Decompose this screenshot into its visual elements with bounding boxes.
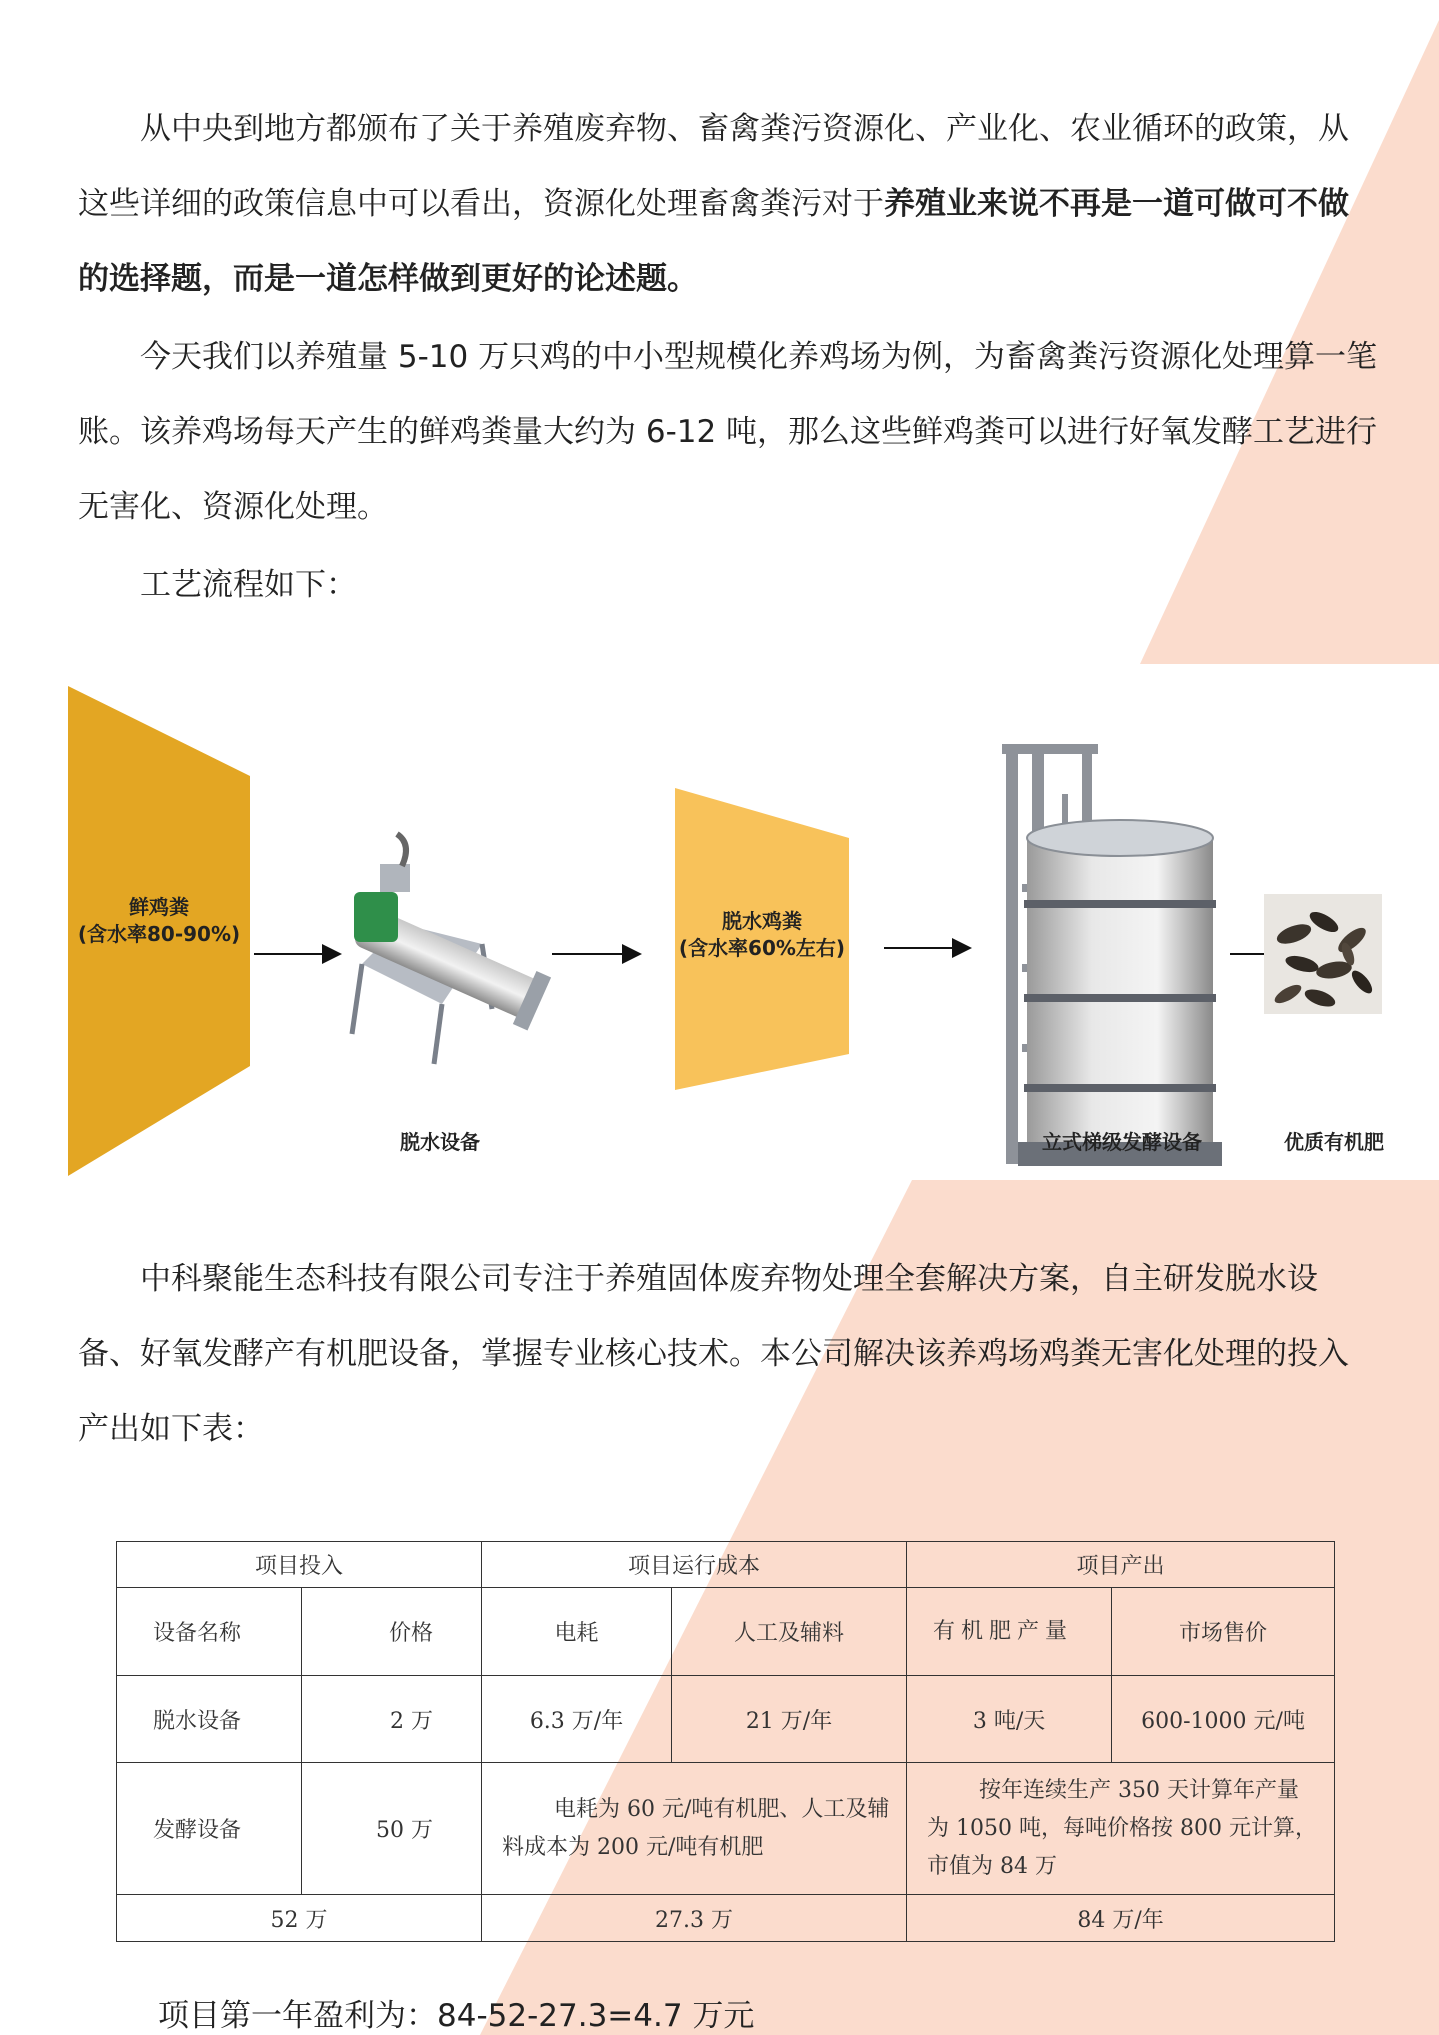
subheader-labor: 人工及辅料 [672, 1588, 907, 1676]
dewatering-machine-image [348, 834, 551, 1064]
cell-output-note: 按年连续生产 350 天计算年产量为 1050 吨，每吨价格按 800 元计算，市值为 84 万 [907, 1763, 1335, 1895]
table-group-header-row [117, 1542, 1335, 1588]
dewatering-device-label: 脱水设备 [400, 1130, 480, 1154]
organic-fertilizer-image [1264, 894, 1382, 1014]
dewatered-manure-label: 脱水鸡粪 (含水率60%左右) [678, 909, 846, 960]
intro-paragraph: 从中央到地方都颁布了关于养殖废弃物、畜禽粪污资源化、产业化、农业循环的政策，从这些详细的政策信息中可以看出，资源化处理畜禽粪污对于养殖业来说不再是一道可做可不做的选择题，而是一道怎样做到更好的论述题。 [78, 111, 1349, 297]
example-paragraph: 今天我们以养殖量 5-10 万只鸡的中小型规模化养鸡场为例，为畜禽粪污资源化处理算一笔账。该养鸡场每天产生的鲜鸡粪量大约为 6-12 吨，那么这些鲜鸡粪可以进行好氧发酵工艺进行无害化、资源化处理。 [78, 339, 1378, 525]
total-output: 84 万/年 [907, 1895, 1335, 1942]
fresh-manure-label: 鲜鸡粪 (含水率80-90%) [77, 895, 241, 946]
fermentation-tower-image [1002, 744, 1222, 1166]
subheader-price: 价格 [302, 1588, 482, 1676]
total-investment: 52 万 [117, 1895, 482, 1942]
cell-dewater-price: 2 万 [302, 1676, 482, 1763]
first-year-profit: 项目第一年盈利为：84-52-27.3=4.7 万元 [158, 1998, 755, 2034]
cell-ferment-device: 发酵设备 [117, 1763, 302, 1895]
header-investment: 项目投入 [117, 1542, 482, 1588]
company-paragraph: 中科聚能生态科技有限公司专注于养殖固体废弃物处理全套解决方案，自主研发脱水设备、好氧发酵产有机肥设备，掌握专业核心技术。本公司解决该养鸡场鸡粪无害化处理的投入产出如下表： [78, 1261, 1349, 1447]
header-output: 项目产出 [907, 1542, 1335, 1588]
table-total-row [117, 1895, 1335, 1942]
cell-daily-output: 3 吨/天 [907, 1676, 1112, 1763]
table-row [117, 1763, 1335, 1895]
process-flow-diagram [62, 664, 1400, 1180]
cell-dewater-device: 脱水设备 [117, 1676, 302, 1763]
fermentation-device-label: 立式梯级发酵设备 [1042, 1130, 1202, 1154]
cell-ferment-price: 50 万 [302, 1763, 482, 1895]
subheader-fertilizer-output: 有机肥产量 [907, 1588, 1112, 1676]
subheader-electricity: 电耗 [482, 1588, 672, 1676]
process-intro: 工艺流程如下： [140, 567, 357, 603]
cell-cost-note: 电耗为 60 元/吨有机肥、人工及辅料成本为 200 元/吨有机肥 [482, 1763, 907, 1895]
total-operating-cost: 27.3 万 [482, 1895, 907, 1942]
subheader-device-name: 设备名称 [117, 1588, 302, 1676]
table-row [117, 1676, 1335, 1763]
cell-market-price: 600-1000 元/吨 [1112, 1676, 1335, 1763]
subheader-market-price: 市场售价 [1112, 1588, 1335, 1676]
organic-fertilizer-label: 优质有机肥 [1284, 1130, 1384, 1154]
table-sub-header-row [117, 1588, 1335, 1676]
cell-labor-cost: 21 万/年 [672, 1676, 907, 1763]
cell-electricity-cost: 6.3 万/年 [482, 1676, 672, 1763]
input-output-table [116, 1541, 1335, 1942]
header-operating-cost: 项目运行成本 [482, 1542, 907, 1588]
